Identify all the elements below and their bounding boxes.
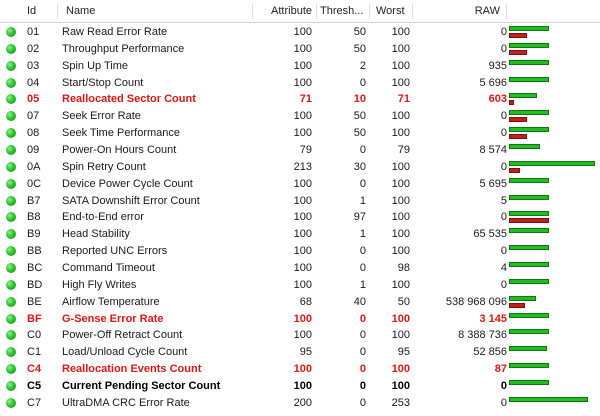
cell-raw: 0 — [500, 26, 507, 38]
value-bar-green — [509, 178, 549, 183]
value-bar-green — [509, 346, 547, 351]
cell-id: 07 — [27, 110, 40, 123]
value-bar-green — [509, 397, 588, 402]
column-header-threshold[interactable]: Thresh... — [320, 5, 364, 17]
cell-threshold: 2 — [359, 59, 366, 72]
cell-raw: 935 — [488, 59, 507, 72]
table-row[interactable] — [0, 243, 600, 259]
threshold-bar-red — [509, 134, 527, 139]
cell-threshold: 50 — [353, 26, 366, 38]
cell-threshold: 0 — [359, 379, 366, 392]
cell-worst: 98 — [397, 261, 410, 274]
cell-raw: 4 — [500, 261, 507, 274]
status-ok-icon — [6, 330, 16, 340]
cell-attribute: 100 — [293, 379, 312, 392]
value-bars — [509, 311, 599, 327]
table-row[interactable] — [0, 24, 600, 40]
cell-id: C4 — [27, 363, 42, 375]
status-ok-icon — [6, 78, 16, 88]
cell-raw: 5 696 — [479, 76, 507, 89]
threshold-bar-red — [509, 168, 520, 173]
value-bars — [509, 260, 599, 276]
cell-attribute: 68 — [299, 295, 312, 308]
table-row[interactable] — [0, 344, 600, 360]
cell-threshold: 0 — [359, 144, 366, 156]
cell-threshold: 0 — [359, 346, 366, 359]
table-row[interactable] — [0, 226, 600, 242]
value-bars — [509, 75, 599, 91]
value-bar-green — [509, 228, 549, 233]
status-ok-icon — [6, 196, 16, 206]
cell-name: Reported UNC Errors — [62, 245, 168, 258]
cell-attribute: 100 — [293, 211, 312, 224]
value-bar-green — [509, 211, 549, 216]
column-divider[interactable] — [412, 3, 413, 19]
cell-worst: 71 — [397, 93, 410, 106]
value-bar-green — [509, 93, 537, 98]
cell-worst: 100 — [391, 329, 410, 342]
cell-raw: 87 — [494, 363, 507, 375]
cell-id: B9 — [27, 228, 41, 241]
cell-raw: 0 — [500, 379, 507, 392]
cell-worst: 100 — [391, 245, 410, 258]
cell-raw: 603 — [488, 93, 507, 106]
cell-threshold: 0 — [359, 329, 366, 342]
value-bar-green — [509, 262, 549, 267]
status-ok-icon — [6, 263, 16, 273]
table-row[interactable] — [0, 260, 600, 276]
table-row[interactable] — [0, 311, 600, 327]
table-row[interactable] — [0, 75, 600, 91]
value-bars — [509, 361, 599, 377]
cell-attribute: 100 — [293, 312, 312, 325]
cell-name: Device Power Cycle Count — [62, 177, 193, 190]
cell-worst: 100 — [391, 76, 410, 89]
status-ok-icon — [6, 94, 16, 104]
cell-worst: 100 — [391, 363, 410, 375]
cell-name: Airflow Temperature — [62, 295, 160, 308]
cell-raw: 0 — [500, 110, 507, 123]
value-bars — [509, 142, 599, 158]
cell-id: B8 — [27, 211, 41, 224]
cell-name: Load/Unload Cycle Count — [62, 346, 188, 359]
cell-id: 01 — [27, 26, 40, 38]
cell-name: G-Sense Error Rate — [62, 312, 164, 325]
cell-threshold: 0 — [359, 261, 366, 274]
column-header-attribute[interactable]: Attribute — [271, 5, 312, 17]
cell-raw: 0 — [500, 278, 507, 291]
value-bars — [509, 395, 599, 411]
value-bars — [509, 193, 599, 209]
value-bar-green — [509, 77, 549, 82]
cell-id: C7 — [27, 396, 42, 409]
cell-id: BE — [27, 295, 42, 308]
threshold-bar-red — [509, 33, 527, 38]
cell-threshold: 0 — [359, 363, 366, 375]
cell-threshold: 0 — [359, 177, 366, 190]
cell-id: C5 — [27, 379, 42, 392]
column-divider[interactable] — [57, 3, 58, 19]
cell-threshold: 1 — [359, 278, 366, 291]
cell-id: C0 — [27, 329, 42, 342]
threshold-bar-red — [509, 50, 527, 55]
cell-threshold: 0 — [359, 245, 366, 258]
value-bar-green — [509, 26, 549, 31]
cell-raw: 5 695 — [479, 177, 507, 190]
status-ok-icon — [6, 229, 16, 239]
cell-attribute: 200 — [293, 396, 312, 409]
value-bar-green — [509, 313, 549, 318]
value-bar-green — [509, 363, 549, 368]
value-bars — [509, 176, 599, 192]
status-ok-icon — [6, 44, 16, 54]
cell-worst: 100 — [391, 177, 410, 190]
status-ok-icon — [6, 246, 16, 256]
cell-attribute: 71 — [299, 93, 312, 106]
table-row[interactable] — [0, 277, 600, 293]
cell-worst: 100 — [391, 160, 410, 173]
threshold-bar-red — [509, 117, 527, 122]
status-ok-icon — [6, 27, 16, 37]
cell-threshold: 50 — [353, 110, 366, 123]
status-ok-icon — [6, 61, 16, 71]
cell-attribute: 100 — [293, 177, 312, 190]
cell-worst: 100 — [391, 312, 410, 325]
cell-threshold: 97 — [353, 211, 366, 224]
table-row[interactable] — [0, 108, 600, 124]
cell-worst: 50 — [397, 295, 410, 308]
cell-threshold: 50 — [353, 42, 366, 55]
table-row[interactable] — [0, 142, 600, 158]
cell-raw: 52 856 — [473, 346, 507, 359]
status-ok-icon — [6, 179, 16, 189]
cell-worst: 95 — [397, 346, 410, 359]
cell-name: Head Stability — [62, 228, 130, 241]
cell-worst: 100 — [391, 110, 410, 123]
status-ok-icon — [6, 145, 16, 155]
value-bars — [509, 226, 599, 242]
cell-id: BC — [27, 261, 43, 274]
cell-id: 02 — [27, 42, 40, 55]
cell-threshold: 1 — [359, 228, 366, 241]
value-bars — [509, 243, 599, 259]
cell-raw: 8 574 — [479, 144, 507, 156]
cell-threshold: 40 — [353, 295, 366, 308]
value-bar-green — [509, 195, 549, 200]
cell-attribute: 95 — [299, 346, 312, 359]
value-bar-green — [509, 43, 549, 48]
cell-worst: 100 — [391, 59, 410, 72]
table-row[interactable] — [0, 294, 600, 310]
cell-attribute: 100 — [293, 127, 312, 140]
status-ok-icon — [6, 111, 16, 121]
value-bars — [509, 108, 599, 124]
value-bars — [509, 378, 599, 394]
cell-id: 08 — [27, 127, 40, 140]
threshold-bar-red — [509, 100, 514, 105]
table-row[interactable] — [0, 58, 600, 74]
cell-name: Throughput Performance — [62, 42, 185, 55]
cell-worst: 100 — [391, 278, 410, 291]
cell-raw: 0 — [500, 396, 507, 409]
cell-threshold: 50 — [353, 127, 366, 140]
status-ok-icon — [6, 297, 16, 307]
cell-worst: 100 — [391, 211, 410, 224]
table-header — [0, 0, 600, 23]
status-ok-icon — [6, 381, 16, 391]
table-row[interactable] — [0, 193, 600, 209]
cell-name: Spin Up Time — [62, 59, 129, 72]
value-bars — [509, 209, 599, 225]
value-bars — [509, 58, 599, 74]
cell-id: 0C — [27, 177, 42, 190]
value-bars — [509, 41, 599, 57]
cell-attribute: 100 — [293, 329, 312, 342]
cell-threshold: 30 — [353, 160, 366, 173]
cell-raw: 3 145 — [479, 312, 507, 325]
value-bar-green — [509, 144, 540, 149]
cell-raw: 0 — [500, 160, 507, 173]
cell-worst: 100 — [391, 26, 410, 38]
threshold-bar-red — [509, 218, 549, 223]
cell-raw: 0 — [500, 127, 507, 140]
column-divider[interactable] — [506, 3, 507, 19]
cell-id: 05 — [27, 93, 40, 106]
status-ok-icon — [6, 128, 16, 138]
value-bar-green — [509, 245, 549, 250]
cell-id: 03 — [27, 59, 40, 72]
cell-id: 04 — [27, 76, 40, 89]
value-bars — [509, 24, 599, 40]
value-bar-green — [509, 127, 549, 132]
value-bar-green — [509, 380, 549, 385]
cell-threshold: 0 — [359, 312, 366, 325]
cell-attribute: 100 — [293, 194, 312, 207]
cell-raw: 5 — [500, 194, 507, 207]
cell-worst: 100 — [391, 42, 410, 55]
column-header-name[interactable]: Name — [66, 5, 96, 17]
cell-name: Reallocation Events Count — [62, 363, 202, 375]
value-bar-green — [509, 110, 549, 115]
cell-id: BF — [27, 312, 42, 325]
status-ok-icon — [6, 162, 16, 172]
cell-threshold: 0 — [359, 396, 366, 409]
cell-name: Power-Off Retract Count — [62, 329, 183, 342]
cell-attribute: 100 — [293, 261, 312, 274]
cell-attribute: 100 — [293, 110, 312, 123]
cell-raw: 0 — [500, 211, 507, 224]
status-ok-icon — [6, 212, 16, 222]
column-divider[interactable] — [316, 3, 317, 19]
cell-worst: 100 — [391, 194, 410, 207]
table-row[interactable] — [0, 91, 600, 107]
cell-threshold: 1 — [359, 194, 366, 207]
cell-name: Current Pending Sector Count — [62, 379, 221, 392]
cell-name: Raw Read Error Rate — [62, 26, 168, 38]
cell-name: Spin Retry Count — [62, 160, 146, 173]
status-ok-icon — [6, 280, 16, 290]
status-ok-icon — [6, 314, 16, 324]
cell-id: 09 — [27, 144, 40, 156]
cell-attribute: 213 — [293, 160, 312, 173]
value-bars — [509, 91, 599, 107]
cell-worst: 100 — [391, 379, 410, 392]
cell-raw: 0 — [500, 245, 507, 258]
column-header-raw[interactable]: RAW — [474, 5, 500, 17]
column-header-id[interactable]: Id — [27, 5, 37, 17]
cell-worst: 79 — [397, 144, 410, 156]
cell-name: Seek Time Performance — [62, 127, 180, 140]
table-row[interactable] — [0, 176, 600, 192]
table-row[interactable] — [0, 209, 600, 225]
cell-name: Reallocated Sector Count — [62, 93, 196, 106]
cell-raw: 0 — [500, 42, 507, 55]
column-divider[interactable] — [369, 3, 370, 19]
cell-raw: 8 388 736 — [458, 329, 507, 342]
status-ok-icon — [6, 398, 16, 408]
value-bar-green — [509, 60, 549, 65]
cell-attribute: 100 — [293, 363, 312, 375]
cell-worst: 100 — [391, 127, 410, 140]
table-row[interactable] — [0, 125, 600, 141]
cell-id: BB — [27, 245, 42, 258]
cell-raw: 538 968 096 — [445, 295, 507, 308]
cell-attribute: 100 — [293, 245, 312, 258]
table-row[interactable] — [0, 159, 600, 175]
value-bars — [509, 159, 599, 175]
cell-attribute: 100 — [293, 278, 312, 291]
table-row[interactable] — [0, 378, 600, 394]
cell-attribute: 100 — [293, 42, 312, 55]
status-ok-icon — [6, 364, 16, 374]
cell-attribute: 100 — [293, 26, 312, 38]
column-divider[interactable] — [252, 3, 253, 19]
column-header-worst[interactable]: Worst — [376, 5, 405, 17]
cell-id: C1 — [27, 346, 42, 359]
cell-attribute: 100 — [293, 76, 312, 89]
cell-threshold: 0 — [359, 76, 366, 89]
cell-name: Start/Stop Count — [62, 76, 144, 89]
cell-name: UltraDMA CRC Error Rate — [62, 396, 190, 409]
value-bars — [509, 277, 599, 293]
value-bar-green — [509, 279, 549, 284]
threshold-bar-red — [509, 303, 525, 308]
table-row[interactable] — [0, 361, 600, 377]
cell-worst: 100 — [391, 228, 410, 241]
cell-name: End-to-End error — [62, 211, 144, 224]
cell-attribute: 100 — [293, 228, 312, 241]
value-bar-green — [509, 161, 595, 166]
cell-id: B7 — [27, 194, 41, 207]
value-bars — [509, 344, 599, 360]
cell-name: Power-On Hours Count — [62, 144, 177, 156]
value-bar-green — [509, 296, 536, 301]
cell-name: Seek Error Rate — [62, 110, 141, 123]
cell-name: SATA Downshift Error Count — [62, 194, 200, 207]
value-bars — [509, 294, 599, 310]
status-ok-icon — [6, 347, 16, 357]
value-bars — [509, 125, 599, 141]
table-row[interactable] — [0, 327, 600, 343]
cell-name: Command Timeout — [62, 261, 155, 274]
value-bar-green — [509, 329, 549, 334]
table-row[interactable] — [0, 41, 600, 57]
table-row[interactable] — [0, 395, 600, 411]
cell-threshold: 10 — [353, 93, 366, 106]
cell-raw: 65 535 — [473, 228, 507, 241]
cell-id: BD — [27, 278, 43, 291]
cell-attribute: 100 — [293, 59, 312, 72]
cell-attribute: 79 — [299, 144, 312, 156]
cell-worst: 253 — [391, 396, 410, 409]
cell-name: High Fly Writes — [62, 278, 137, 291]
cell-id: 0A — [27, 160, 41, 173]
value-bars — [509, 327, 599, 343]
